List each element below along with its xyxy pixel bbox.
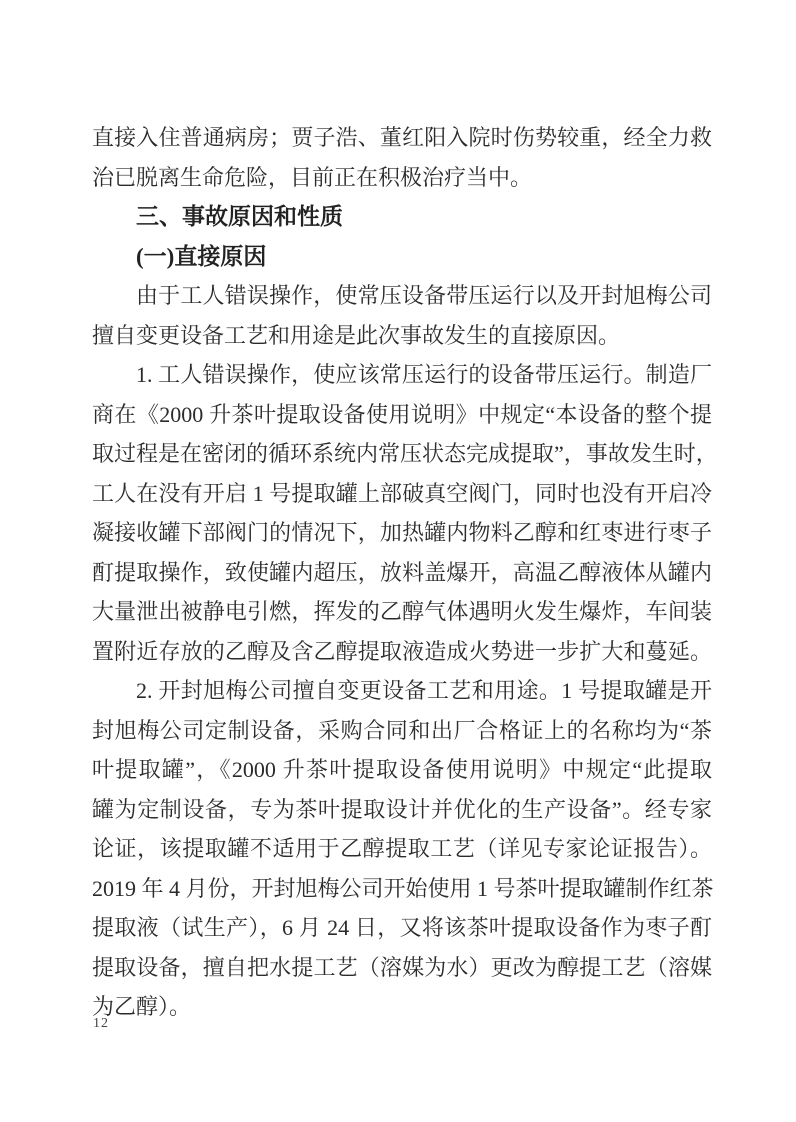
body-line: 擅自变更设备工艺和用途是此次事故发生的直接原因。 [92,322,621,348]
body-line: 论证，该提取罐不适用于乙醇提取工艺（详见专家论证报告）。 [92,836,712,861]
body-line: 封旭梅公司定制设备，采购合同和出厂合格证上的名称均为“茶 [92,717,712,743]
body-line: 酊提取操作，致使罐内超压，放料盖爆开，高温乙醇液体从罐内 [92,559,712,585]
body-line: 为乙醇）。 [92,994,192,1019]
body-line: 凝接收罐下部阀门的情况下，加热罐内物料乙醇和红枣进行枣子 [92,520,712,545]
body-line: 2019 年 4 月份，开封旭梅公司开始使用 1 号茶叶提取罐制作红茶 [92,875,714,901]
body-line: 工人在没有开启 1 号提取罐上部破真空阀门，同时也没有开启冷 [92,480,712,506]
body-line: 置附近存放的乙醇及含乙醇提取液造成火势进一步扩大和蔓延。 [92,638,712,664]
body-line: 由于工人错误操作，使常压设备带压运行以及开封旭梅公司 [136,283,712,308]
body-line: 罐为定制设备，专为茶叶提取设计并优化的生产设备”。经专家 [92,796,712,822]
body-line: 叶提取罐”，《2000 升茶叶提取设备使用说明》中规定“此提取 [92,757,712,782]
body-line: 商在《2000 升茶叶提取设备使用说明》中规定“本设备的整个提 [92,401,712,427]
body-line: 大量泄出被静电引燃，挥发的乙醇气体遇明火发生爆炸，车间装 [92,599,712,624]
subsection-heading: (一)直接原因 [136,243,267,269]
section-heading: 三、事故原因和性质 [136,203,343,229]
body-line: 2. 开封旭梅公司擅自变更设备工艺和用途。1 号提取罐是开 [136,678,712,703]
body-line: 取过程是在密闭的循环系统内常压状态完成提取”，事故发生时， [92,441,718,466]
page-number: 12 [93,1016,109,1031]
body-line: 提取液（试生产），6 月 24 日，又将该茶叶提取设备作为枣子酊 [92,915,712,940]
body-line: 提取设备，擅自把水提工艺（溶媒为水）更改为醇提工艺（溶媒 [92,954,712,980]
body-line: 直接入住普通病房；贾子浩、董红阳入院时伤势较重，经全力救 [92,125,712,150]
document-body [92,118,718,1027]
body-line: 治已脱离生命危险，目前正在积极治疗当中。 [92,164,533,190]
body-line: 1. 工人错误操作，使应该常压运行的设备带压运行。制造厂 [136,362,712,387]
